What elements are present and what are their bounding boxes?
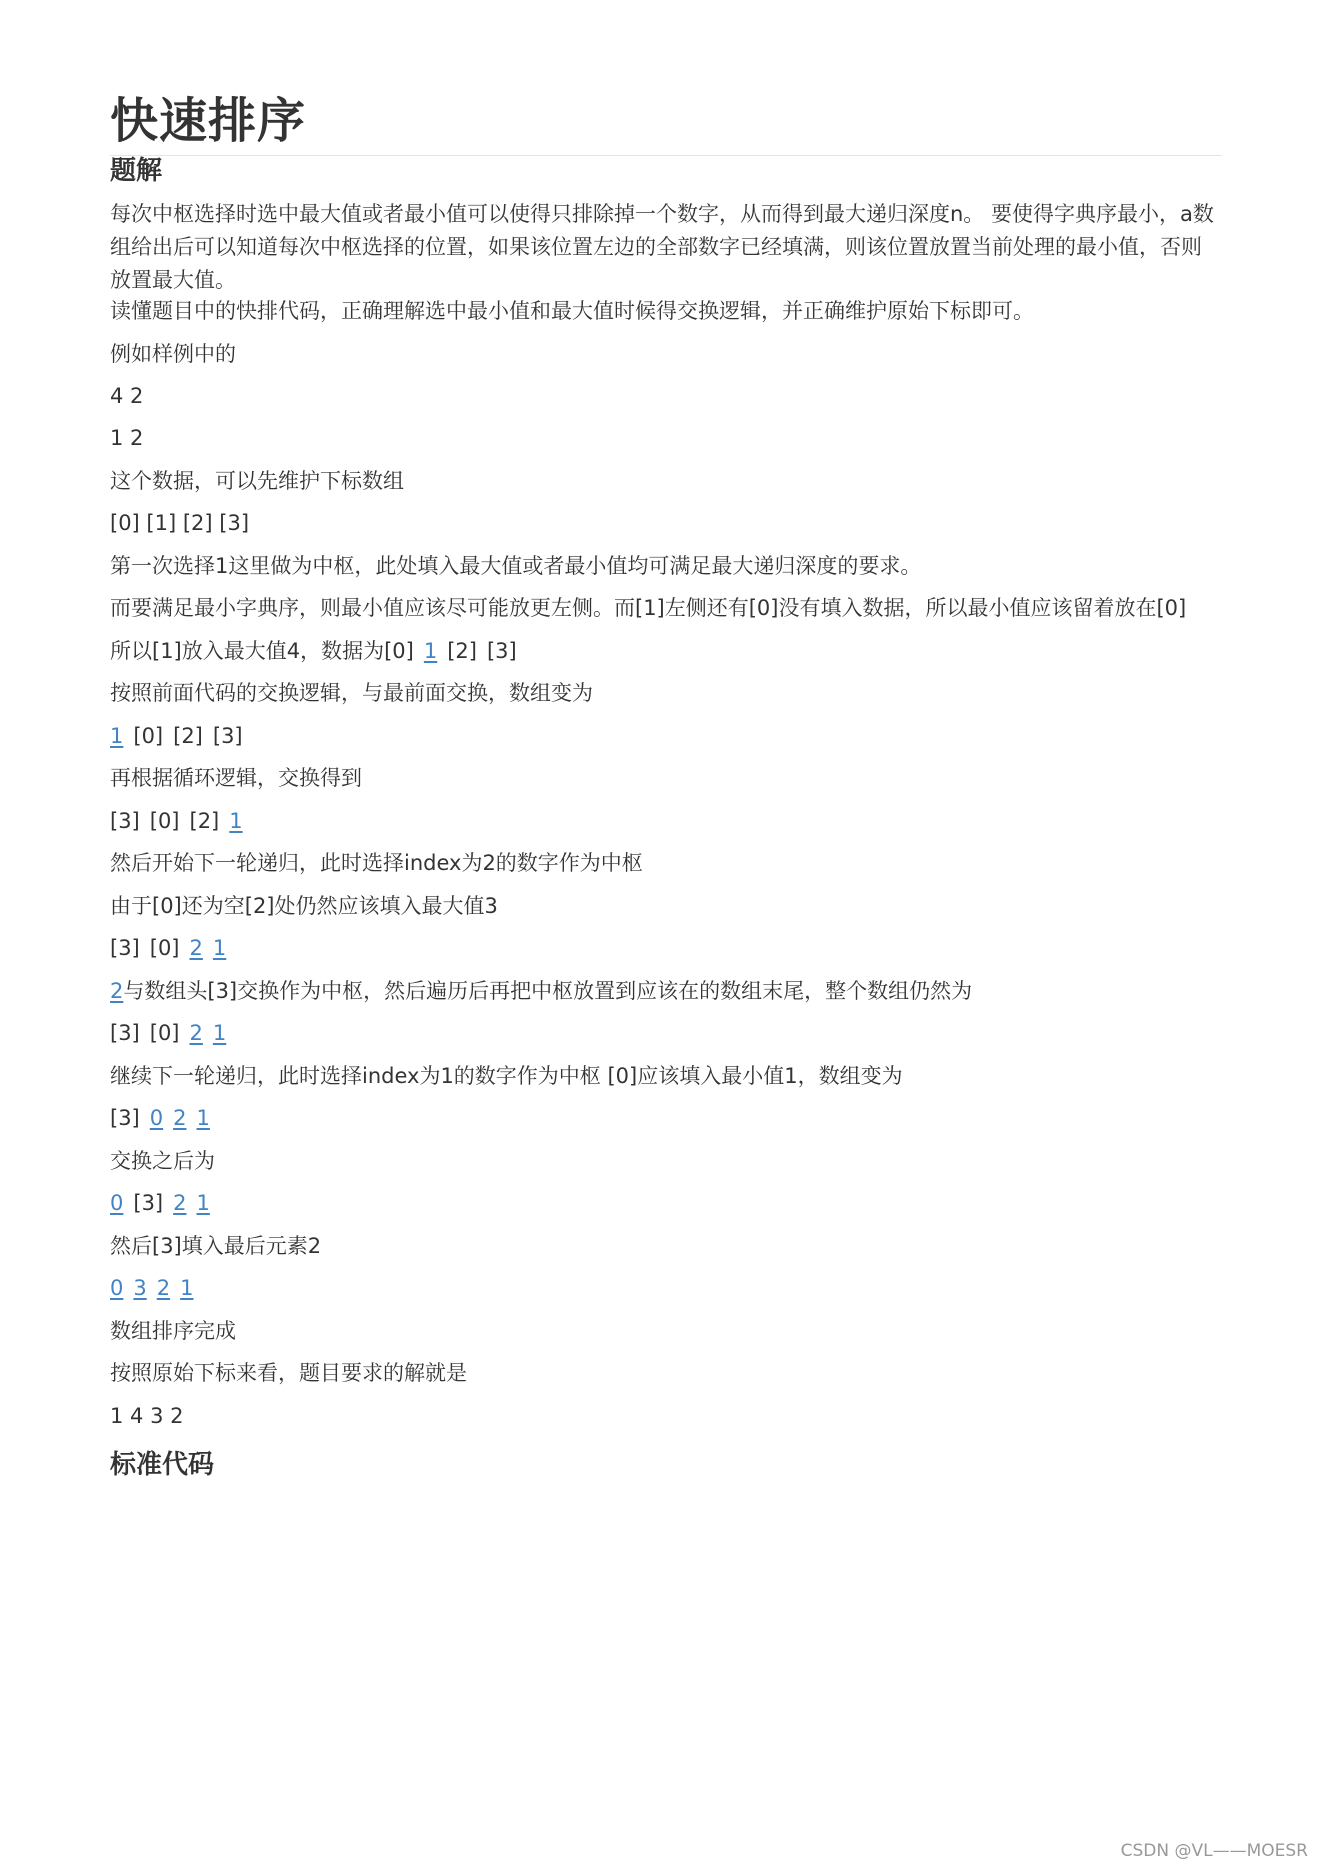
- paragraph: 第一次选择1这里做为中枢，此处填入最大值或者最小值均可满足最大递归深度的要求。: [110, 554, 922, 578]
- array-row: [110, 805, 1222, 838]
- paragraph: [110, 635, 1222, 668]
- paragraph: 交换之后为: [110, 1149, 215, 1173]
- highlighted-value: 2: [156, 1276, 171, 1300]
- array-row: [110, 932, 1222, 965]
- highlighted-value: 2: [110, 979, 124, 1003]
- paragraph: 然后开始下一轮递归，此时选择index为2的数字作为中枢: [110, 851, 643, 875]
- highlighted-value: 3: [133, 1276, 147, 1300]
- array-slot: [3]: [133, 1191, 164, 1215]
- array-row: [110, 1017, 1222, 1050]
- highlighted-value: 2: [173, 1191, 187, 1215]
- array-slot: [0]: [149, 1021, 180, 1045]
- paragraph: 由于[0]还为空[2]处仍然应该填入最大值3: [110, 894, 498, 918]
- paragraph: [110, 975, 1222, 1008]
- paragraph: 而要满足最小字典序，则最小值应该尽可能放更左侧。而[1]左侧还有[0]没有填入数据，所以最小值应该留着放在[0]: [110, 596, 1187, 620]
- array-row: [110, 1272, 1222, 1305]
- highlighted-value: 1: [423, 639, 438, 663]
- paragraph: 按照前面代码的交换逻辑，与最前面交换，数组变为: [110, 681, 593, 705]
- paragraph: [0] [1] [2] [3]: [110, 511, 250, 535]
- highlighted-value: 1: [110, 724, 124, 748]
- highlighted-value: 1: [196, 1191, 210, 1215]
- array-slot: [2]: [189, 809, 220, 833]
- paragraph: 1 2: [110, 426, 144, 450]
- array-slot: [3]: [110, 936, 140, 960]
- array-slot: [2]: [447, 639, 477, 663]
- array-slot: [3]: [110, 1106, 140, 1130]
- intro-paragraph: 每次中枢选择时选中最大值或者最小值可以使得只排除掉一个数字，从而得到最大递归深度n。 要使得字典序最小，a数组给出后可以知道每次中枢选择的位置，如果该位置左边的全部数字已经填满，则该位置放置当前处理的最小值，否则放置最大值。: [110, 202, 1214, 292]
- paragraph-text: 与数组头[3]交换作为中枢，然后遍历后再把中枢放置到应该在的数组末尾，整个数组仍然为: [123, 979, 973, 1003]
- highlighted-value: 0: [110, 1191, 124, 1215]
- paragraph: 数组排序完成: [110, 1319, 236, 1343]
- paragraph: 4 2: [110, 384, 144, 408]
- array-row: [110, 1102, 1222, 1135]
- paragraph: 例如样例中的: [110, 342, 236, 366]
- highlighted-value: 1: [212, 936, 227, 960]
- paragraph: 然后[3]填入最后元素2: [110, 1234, 322, 1258]
- paragraph: 再根据循环逻辑，交换得到: [110, 766, 362, 790]
- array-row: [110, 1187, 1222, 1220]
- section-heading-code: 标准代码: [110, 1450, 215, 1480]
- paragraph: 继续下一轮递归，此时选择index为1的数字作为中枢 [0]应该填入最小值1，数组变为: [110, 1064, 903, 1088]
- title-divider: [110, 155, 1222, 156]
- array-slot: [0]: [133, 724, 164, 748]
- section-heading-solution: 题解: [110, 156, 163, 186]
- highlighted-value: 1: [212, 1021, 227, 1045]
- highlighted-value: 2: [173, 1106, 187, 1130]
- array-row: [110, 720, 1222, 753]
- paragraph-text: 所以[1]放入最大值4，数据为[0]: [110, 639, 414, 663]
- highlighted-value: 1: [229, 809, 243, 833]
- highlighted-value: 1: [196, 1106, 210, 1130]
- array-slot: [3]: [486, 639, 517, 663]
- paragraph: 1 4 3 2: [110, 1404, 184, 1428]
- highlighted-value: 2: [189, 1021, 203, 1045]
- highlighted-value: 1: [180, 1276, 194, 1300]
- array-slot: [0]: [149, 809, 180, 833]
- array-slot: [3]: [212, 724, 243, 748]
- array-slot: [0]: [149, 936, 180, 960]
- highlighted-value: 0: [149, 1106, 164, 1130]
- array-slot: [3]: [110, 809, 140, 833]
- paragraph: 这个数据，可以先维护下标数组: [110, 469, 404, 493]
- watermark-footer: CSDN @VL——MOESR: [1120, 1841, 1308, 1861]
- paragraph: 读懂题目中的快排代码，正确理解选中最小值和最大值时候得交换逻辑，并正确维护原始下标即可。: [110, 299, 1034, 323]
- page-title: 快速排序: [110, 93, 307, 149]
- paragraph: 按照原始下标来看，题目要求的解就是: [110, 1361, 467, 1385]
- highlighted-value: 2: [189, 936, 203, 960]
- array-slot: [2]: [173, 724, 203, 748]
- highlighted-value: 0: [110, 1276, 124, 1300]
- array-slot: [3]: [110, 1021, 140, 1045]
